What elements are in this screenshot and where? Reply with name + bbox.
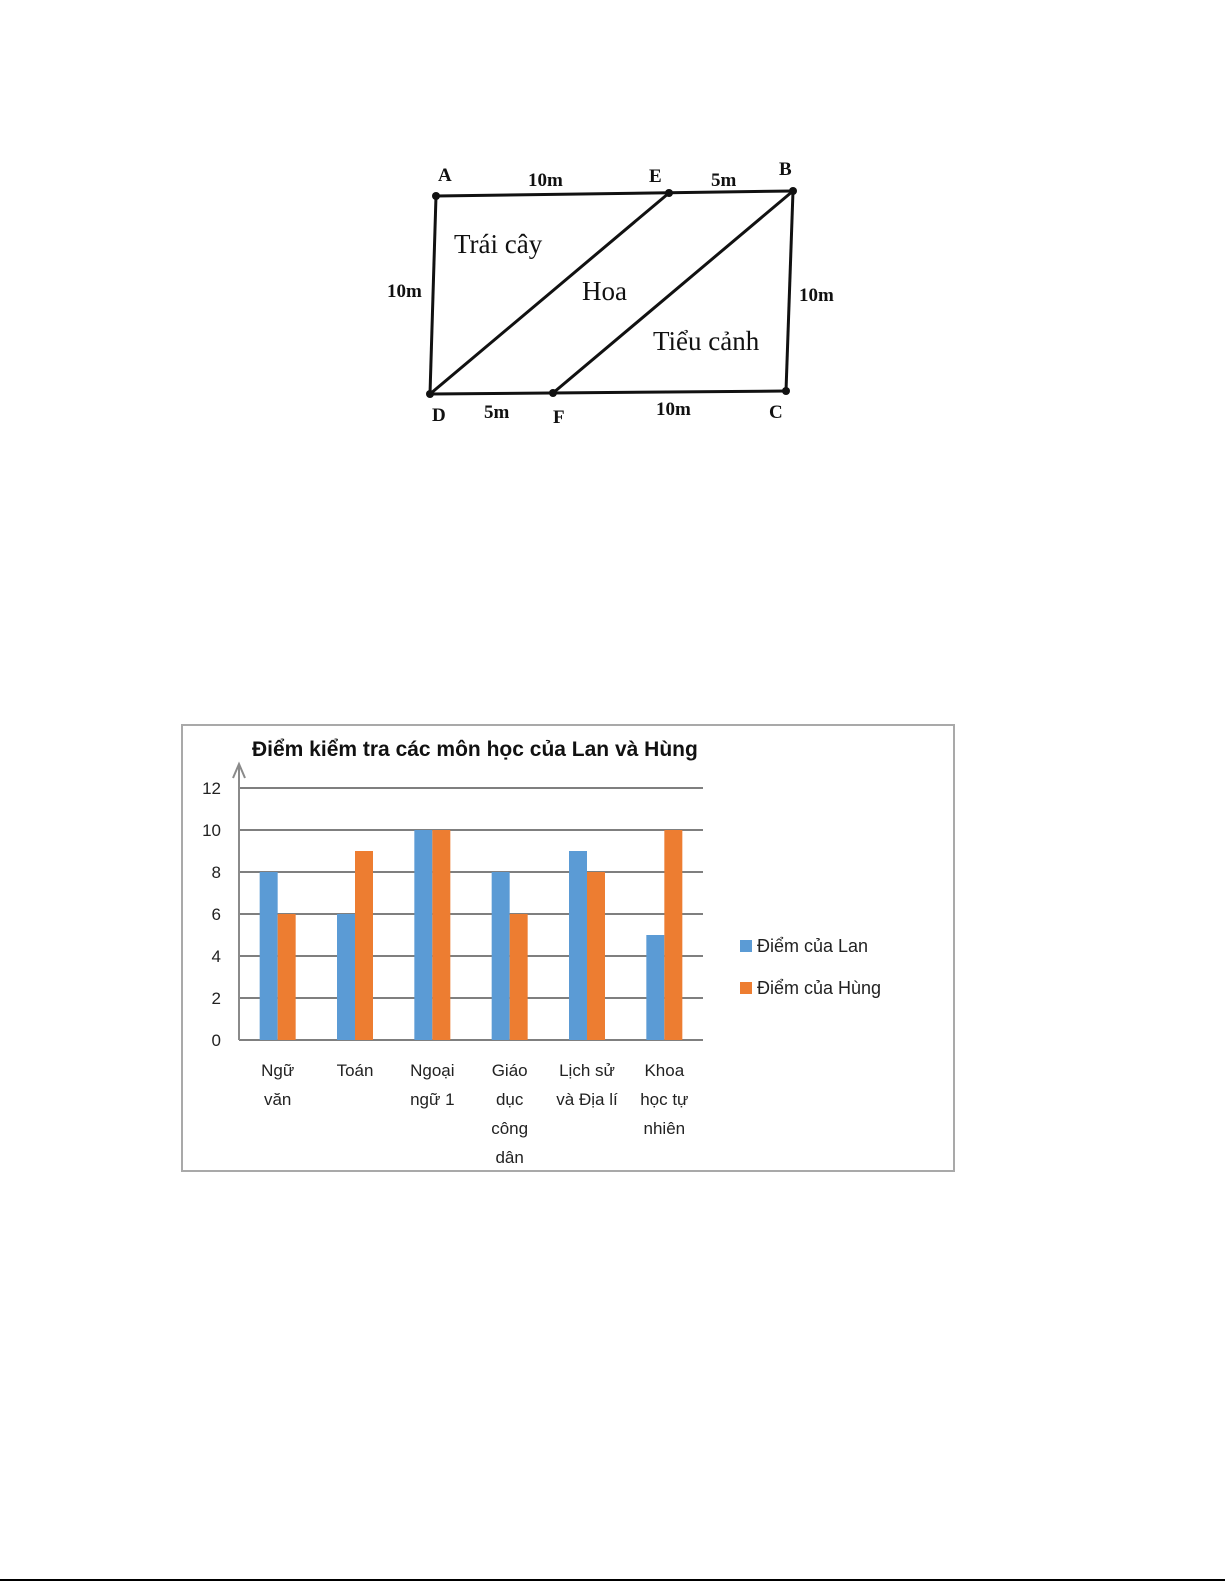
region-landscape: Tiểu cảnh	[653, 326, 760, 356]
vertex-a-dot	[432, 192, 440, 200]
bar-hung-2	[432, 830, 450, 1040]
vertex-b-label: B	[779, 159, 792, 180]
length-fc: 10m	[656, 399, 691, 420]
bar-hung-5	[664, 830, 682, 1040]
length-bc: 10m	[799, 285, 834, 306]
garden-figure	[0, 0, 1225, 460]
bar-lan-2	[414, 830, 432, 1040]
y-tick-label-4: 4	[211, 947, 221, 966]
chart-y-ticks	[202, 779, 221, 1050]
side-ad	[430, 196, 436, 394]
length-ae: 10m	[528, 170, 563, 191]
score-bar-chart	[183, 726, 957, 1174]
legend-swatch-hung	[740, 982, 752, 994]
bar-hung-0	[278, 914, 296, 1040]
y-tick-label-10: 10	[202, 821, 221, 840]
category-label-4: Lịch sử và Địa lí	[556, 1061, 618, 1109]
bar-lan-1	[337, 914, 355, 1040]
category-label-2: Ngoại ngữ 1	[410, 1061, 455, 1109]
vertex-f-dot	[549, 389, 557, 397]
vertex-f-label: F	[553, 407, 565, 428]
y-tick-label-8: 8	[211, 863, 221, 882]
y-tick-label-2: 2	[211, 989, 221, 1008]
bar-lan-0	[260, 872, 278, 1040]
chart-categories	[261, 1061, 688, 1167]
region-flowers: Hoa	[582, 276, 627, 306]
chart-bars	[260, 830, 683, 1040]
bar-lan-3	[492, 872, 510, 1040]
length-eb: 5m	[711, 170, 737, 191]
bar-lan-5	[646, 935, 664, 1040]
category-label-1: Toán	[336, 1061, 374, 1080]
vertex-a-label: A	[438, 165, 452, 186]
bar-lan-4	[569, 851, 587, 1040]
side-ab	[436, 191, 793, 196]
y-tick-label-0: 0	[211, 1031, 221, 1050]
bar-hung-1	[355, 851, 373, 1040]
chart-title: Điểm kiểm tra các môn học của Lan và Hùng	[252, 738, 698, 761]
legend-label-lan: Điểm của Lan	[757, 936, 869, 956]
length-df: 5m	[484, 402, 510, 423]
legend-label-hung: Điểm của Hùng	[757, 978, 882, 998]
category-label-0: Ngữ văn	[261, 1061, 295, 1109]
vertex-e-label: E	[649, 166, 662, 187]
y-tick-label-12: 12	[202, 779, 221, 798]
page-bottom-rule	[0, 1579, 1225, 1581]
segment-de	[430, 193, 669, 394]
category-label-3: Giáo dục công dân	[491, 1061, 529, 1167]
legend-swatch-lan	[740, 940, 752, 952]
y-tick-label-6: 6	[211, 905, 221, 924]
vertex-e-dot	[665, 189, 673, 197]
vertex-d-dot	[426, 390, 434, 398]
category-label-5: Khoa học tự nhiên	[640, 1061, 689, 1138]
bar-hung-4	[587, 872, 605, 1040]
vertex-b-dot	[789, 187, 797, 195]
bar-hung-3	[510, 914, 528, 1040]
region-fruit: Trái cây	[454, 229, 543, 259]
vertex-c-label: C	[769, 402, 783, 423]
length-ad: 10m	[387, 281, 422, 302]
vertex-d-label: D	[432, 405, 446, 426]
chart-gridlines	[239, 788, 703, 1040]
side-dc	[430, 391, 786, 394]
chart-frame	[181, 724, 955, 1172]
side-bc	[786, 191, 793, 391]
chart-legend	[740, 936, 881, 998]
vertex-c-dot	[782, 387, 790, 395]
